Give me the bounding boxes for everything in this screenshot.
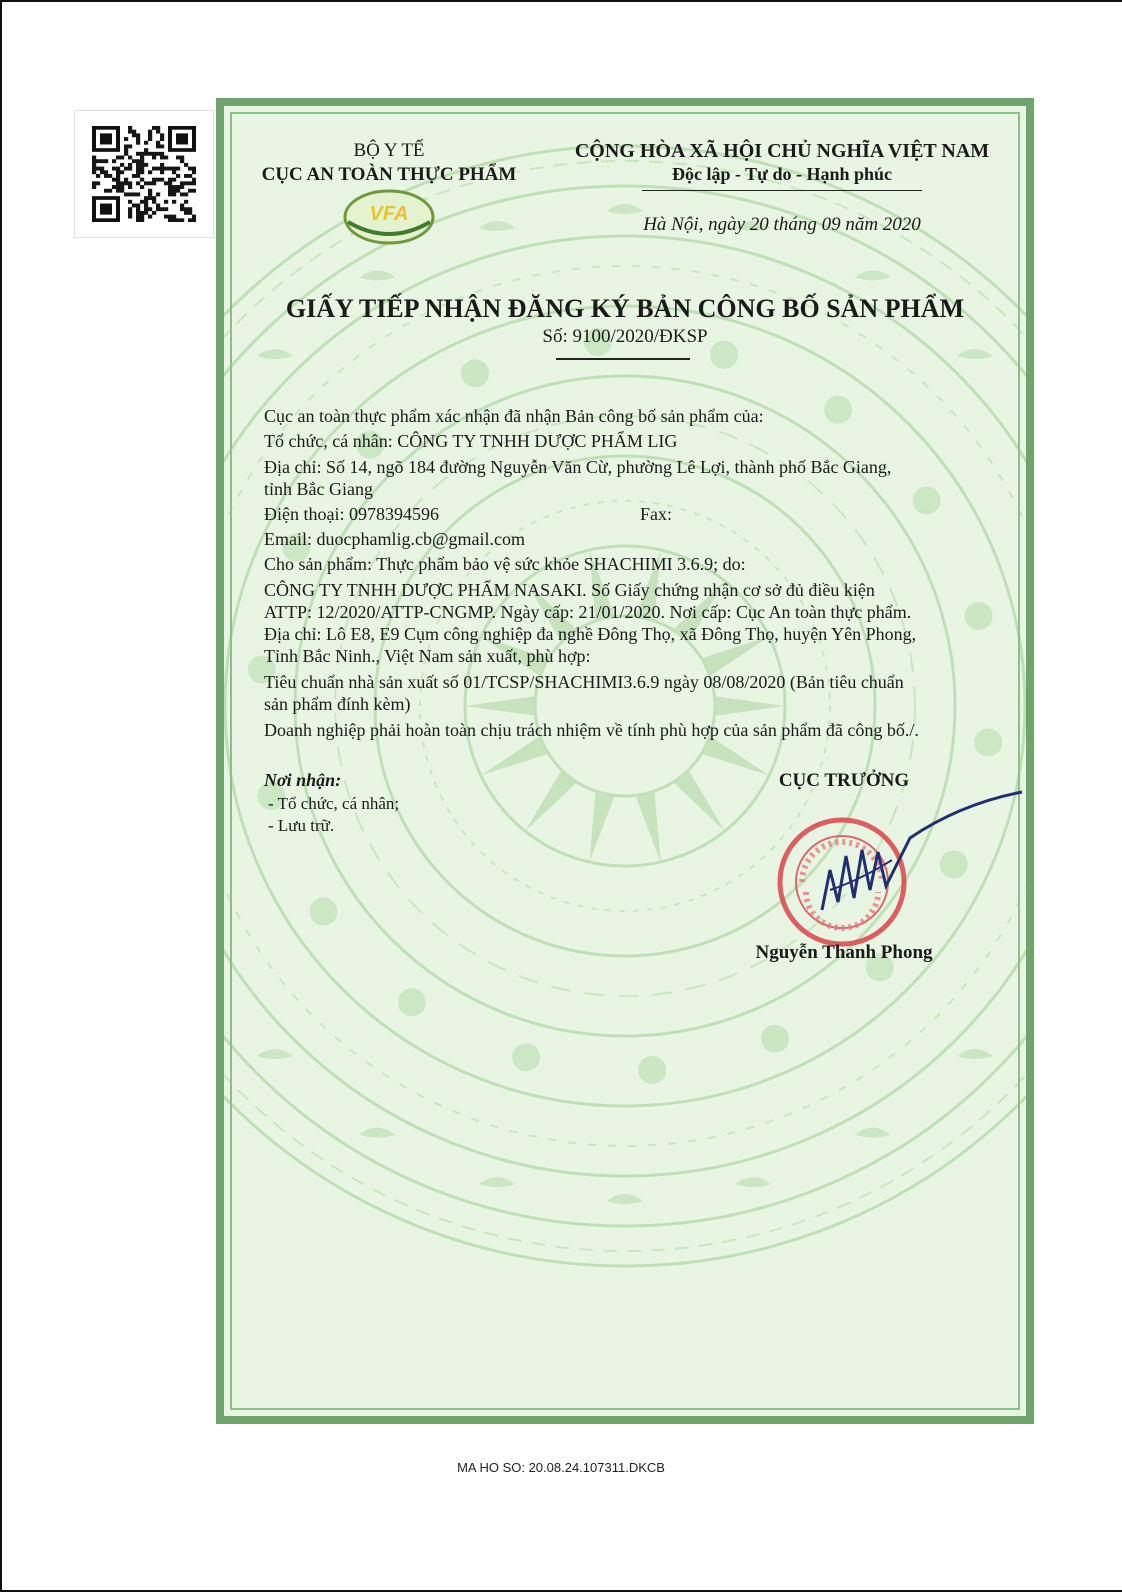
date-line: Hà Nội, ngày 20 tháng 09 năm 2020 — [643, 214, 921, 235]
title-underline — [556, 358, 690, 360]
signer-title: CỤC TRƯỞNG — [778, 770, 910, 791]
body-line-organization: Tổ chức, cá nhân: CÔNG TY TNHH DƯỢC PHẨM LIG — [264, 431, 678, 451]
ministry-name: BỘ Y TẾ — [353, 140, 425, 161]
body-line-intro: Cục an toàn thực phẩm xác nhận đã nhận Bản công bố sản phẩm của: — [264, 406, 764, 426]
record-code: MA HO SO: 20.08.24.107311.DKCB — [457, 1460, 665, 1475]
body-line-address-cont: tỉnh Bắc Giang — [264, 479, 373, 499]
vfa-logo-text: VFA — [369, 203, 409, 225]
official-stamp-signature — [760, 790, 1030, 950]
body-line-product: Cho sản phẩm: Thực phẩm bảo vệ sức khỏe SHACHIMI 3.6.9; do: — [264, 554, 746, 574]
body-line-attp: ATTP: 12/2020/ATTP-CNGMP. Ngày cấp: 21/01/2020. Nơi cấp: Cục An toàn thực phẩm. — [264, 602, 912, 622]
body-line-standard-cont: sản phẩm đính kèm) — [264, 694, 411, 714]
body-line-phone: Điện thoại: 0978394596 — [264, 504, 439, 524]
signer-name: Nguyễn Thanh Phong — [755, 942, 933, 963]
department-name: CỤC AN TOÀN THỰC PHẨM — [261, 164, 517, 185]
body-line-email: Email: duocphamlig.cb@gmail.com — [264, 529, 526, 549]
body-line-address: Địa chỉ: Số 14, ngõ 184 đường Nguyễn Văn Cừ, phường Lê Lợi, thành phố Bắc Giang, — [264, 457, 892, 477]
qr-code — [74, 110, 214, 238]
country-name: CỘNG HÒA XÃ HỘI CHỦ NGHĨA VIỆT NAM — [574, 140, 990, 162]
motto-underline — [642, 190, 922, 191]
document-number: Số: 9100/2020/ĐKSP — [542, 326, 708, 347]
recipient-item: - Tổ chức, cá nhân; — [268, 794, 400, 813]
body-line-fax: Fax: — [640, 504, 673, 524]
recipient-item: - Lưu trữ. — [268, 816, 335, 835]
qr-code-icon — [92, 126, 196, 222]
vfa-logo-icon — [334, 186, 444, 248]
certificate — [216, 98, 1034, 1424]
recipients-heading: Nơi nhận: — [264, 770, 342, 790]
motto: Độc lập - Tự do - Hạnh phúc — [671, 164, 893, 184]
document-title: GIẤY TIẾP NHẬN ĐĂNG KÝ BẢN CÔNG BỐ SẢN PHẨM — [285, 294, 965, 323]
body-line-responsibility: Doanh nghiệp phải hoàn toàn chịu trách nhiệm về tính phù hợp của sản phẩm đã công bố./. — [264, 720, 919, 740]
body-line-standard: Tiêu chuẩn nhà sản xuất số 01/TCSP/SHACHIMI3.6.9 ngày 08/08/2020 (Bản tiêu chuẩn — [264, 672, 904, 692]
body-line-manufacturer-address-cont: Tỉnh Bắc Ninh., Việt Nam sản xuất, phù hợp: — [264, 646, 591, 666]
body-line-manufacturer-address: Địa chỉ: Lô E8, E9 Cụm công nghiệp đa nghề Đông Thọ, xã Đông Thọ, huyện Yên Phong, — [264, 624, 917, 644]
body-line-manufacturer: CÔNG TY TNHH DƯỢC PHẨM NASAKI. Số Giấy chứng nhận cơ sở đủ điều kiện — [264, 580, 875, 600]
